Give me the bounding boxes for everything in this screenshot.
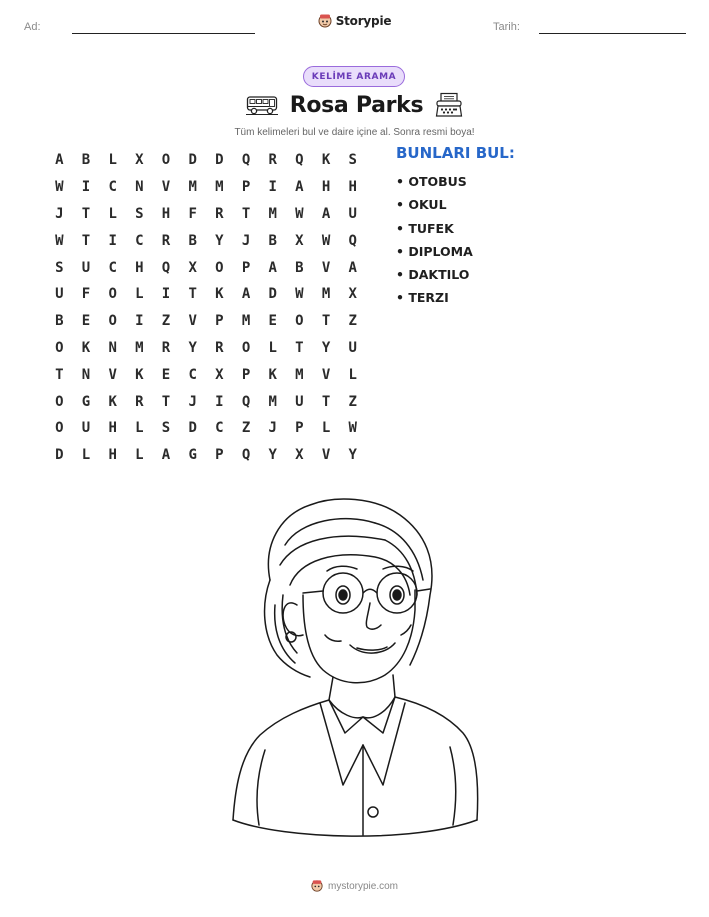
- grid-letter[interactable]: M: [295, 366, 304, 383]
- grid-letter[interactable]: O: [295, 313, 304, 330]
- grid-letter[interactable]: D: [188, 152, 197, 169]
- grid-row: [46, 388, 366, 415]
- grid-letter[interactable]: C: [135, 232, 144, 249]
- grid-letter[interactable]: M: [135, 339, 144, 356]
- grid-letter[interactable]: M: [241, 313, 251, 330]
- grid-letter[interactable]: A: [268, 259, 277, 276]
- grid-letter[interactable]: Y: [321, 339, 331, 356]
- grid-letter[interactable]: Z: [348, 393, 357, 410]
- grid-letter[interactable]: D: [215, 152, 224, 169]
- grid-letter[interactable]: C: [215, 420, 224, 437]
- grid-letter[interactable]: X: [348, 286, 357, 303]
- grid-letter[interactable]: N: [81, 366, 91, 383]
- grid-letter[interactable]: M: [188, 179, 197, 196]
- grid-letter[interactable]: B: [295, 259, 304, 276]
- grid-letter[interactable]: T: [81, 205, 91, 222]
- grid-letter[interactable]: U: [348, 205, 357, 222]
- grid-letter[interactable]: A: [295, 179, 304, 196]
- grid-letter[interactable]: T: [188, 286, 197, 303]
- grid-letter[interactable]: V: [161, 179, 171, 196]
- grid-letter[interactable]: L: [135, 286, 144, 303]
- grid-letter[interactable]: K: [268, 366, 277, 383]
- grid-letter[interactable]: R: [215, 339, 224, 356]
- grid-letter[interactable]: I: [268, 179, 277, 196]
- grid-letter[interactable]: I: [108, 232, 117, 249]
- grid-letter[interactable]: O: [241, 339, 251, 356]
- grid-letter[interactable]: A: [321, 205, 331, 222]
- word-list-item: • TUFEK: [396, 220, 454, 236]
- grid-letter[interactable]: J: [55, 205, 64, 222]
- grid-letter[interactable]: Q: [241, 152, 251, 169]
- grid-letter[interactable]: O: [55, 339, 64, 356]
- grid-letter[interactable]: L: [135, 420, 144, 437]
- storypie-mascot-icon: [311, 879, 323, 893]
- grid-letter[interactable]: E: [268, 313, 277, 330]
- grid-letter[interactable]: H: [108, 420, 117, 437]
- grid-letter[interactable]: V: [321, 259, 331, 276]
- grid-letter[interactable]: U: [295, 393, 304, 410]
- grid-letter[interactable]: O: [55, 420, 64, 437]
- grid-row: [46, 308, 366, 335]
- grid-letter[interactable]: A: [348, 259, 357, 276]
- grid-letter[interactable]: S: [161, 420, 171, 437]
- grid-letter[interactable]: T: [161, 393, 171, 410]
- grid-row: [46, 415, 366, 442]
- grid-letter[interactable]: W: [295, 205, 304, 222]
- grid-letter[interactable]: J: [188, 393, 197, 410]
- name-label: Ad:: [24, 21, 41, 33]
- grid-letter[interactable]: S: [348, 152, 357, 169]
- grid-letter[interactable]: Z: [161, 313, 171, 330]
- grid-letter[interactable]: W: [348, 420, 357, 437]
- grid-letter[interactable]: A: [241, 286, 251, 303]
- grid-row: [46, 442, 366, 469]
- grid-letter[interactable]: D: [188, 420, 197, 437]
- grid-letter[interactable]: L: [81, 447, 91, 464]
- grid-letter[interactable]: N: [135, 179, 144, 196]
- grid-letter[interactable]: Q: [241, 447, 251, 464]
- grid-letter[interactable]: V: [321, 447, 331, 464]
- word-search-grid: [46, 147, 366, 469]
- grid-letter[interactable]: W: [55, 179, 64, 196]
- grid-letter[interactable]: T: [321, 393, 331, 410]
- grid-letter[interactable]: E: [81, 313, 91, 330]
- grid-letter[interactable]: Q: [348, 232, 357, 249]
- grid-letter[interactable]: M: [268, 205, 277, 222]
- grid-letter[interactable]: L: [321, 420, 331, 437]
- grid-letter[interactable]: H: [135, 259, 144, 276]
- grid-letter[interactable]: I: [81, 179, 91, 196]
- word-list-item: • OKUL: [396, 197, 447, 213]
- grid-letter[interactable]: R: [268, 152, 277, 169]
- grid-letter[interactable]: X: [295, 447, 304, 464]
- grid-letter[interactable]: N: [108, 339, 117, 356]
- grid-letter[interactable]: B: [55, 313, 64, 330]
- title-row: [0, 92, 709, 118]
- grid-letter[interactable]: A: [55, 152, 64, 169]
- grid-letter[interactable]: X: [215, 366, 224, 383]
- grid-letter[interactable]: O: [55, 393, 64, 410]
- grid-row: [46, 281, 366, 308]
- grid-letter[interactable]: Y: [215, 232, 224, 249]
- grid-letter[interactable]: U: [81, 259, 91, 276]
- grid-letter[interactable]: H: [108, 447, 117, 464]
- word-list-item: • DAKTILO: [396, 267, 470, 283]
- grid-letter[interactable]: S: [55, 259, 64, 276]
- grid-letter[interactable]: F: [81, 286, 91, 303]
- grid-letter[interactable]: H: [348, 179, 357, 196]
- grid-letter[interactable]: E: [161, 366, 171, 383]
- grid-letter[interactable]: W: [295, 286, 304, 303]
- grid-letter[interactable]: B: [81, 152, 91, 169]
- grid-letter[interactable]: M: [215, 179, 224, 196]
- footer: [0, 879, 709, 893]
- footer-site: mystorypie.com: [327, 880, 398, 892]
- grid-letter[interactable]: S: [135, 205, 144, 222]
- grid-letter[interactable]: V: [188, 313, 197, 330]
- grid-letter[interactable]: V: [108, 366, 117, 383]
- grid-letter[interactable]: L: [348, 366, 357, 383]
- grid-letter[interactable]: K: [135, 366, 144, 383]
- grid-letter[interactable]: K: [81, 339, 91, 356]
- brand-name: Storypie: [335, 14, 392, 28]
- grid-letter[interactable]: O: [108, 313, 117, 330]
- grid-letter[interactable]: M: [268, 393, 277, 410]
- grid-letter[interactable]: U: [348, 339, 357, 356]
- grid-letter[interactable]: P: [215, 447, 224, 464]
- grid-row: [46, 254, 366, 281]
- grid-letter[interactable]: J: [268, 420, 277, 437]
- grid-letter[interactable]: R: [215, 205, 224, 222]
- grid-letter[interactable]: I: [161, 286, 171, 303]
- grid-row: [46, 227, 366, 254]
- grid-letter[interactable]: Q: [161, 259, 171, 276]
- grid-letter[interactable]: L: [135, 447, 144, 464]
- grid-letter[interactable]: X: [295, 232, 304, 249]
- rosa-parks-coloring-portrait: [225, 485, 481, 850]
- grid-letter[interactable]: T: [241, 205, 251, 222]
- instructions: Tüm kelimeleri bul ve daire içine al. Sonra resmi boya!: [234, 127, 475, 138]
- word-list-title: BUNLARI BUL:: [396, 144, 515, 162]
- grid-letter[interactable]: I: [215, 393, 224, 410]
- grid-letter[interactable]: Q: [241, 393, 251, 410]
- grid-letter[interactable]: Z: [348, 313, 357, 330]
- grid-letter[interactable]: D: [55, 447, 64, 464]
- grid-letter[interactable]: X: [188, 259, 197, 276]
- grid-letter[interactable]: T: [81, 232, 91, 249]
- grid-letter[interactable]: W: [55, 232, 64, 249]
- grid-letter[interactable]: Z: [241, 420, 251, 437]
- grid-row: [46, 335, 366, 362]
- typewriter-icon: [435, 92, 463, 118]
- grid-letter[interactable]: T: [55, 366, 64, 383]
- grid-letter[interactable]: C: [108, 259, 117, 276]
- grid-letter[interactable]: U: [55, 286, 64, 303]
- grid-row: [46, 201, 366, 228]
- word-list-item: • TERZI: [396, 290, 449, 306]
- grid-letter[interactable]: F: [188, 205, 197, 222]
- word-list-item: • DIPLOMA: [396, 243, 473, 259]
- grid-letter[interactable]: H: [321, 179, 331, 196]
- grid-letter[interactable]: G: [81, 393, 91, 410]
- date-label: Tarih:: [493, 21, 520, 33]
- word-list-item: • OTOBUS: [396, 174, 467, 189]
- grid-letter[interactable]: O: [161, 152, 171, 169]
- grid-letter[interactable]: A: [161, 447, 171, 464]
- grid-letter[interactable]: V: [321, 366, 331, 383]
- brand-logo: [0, 13, 709, 29]
- bus-icon: [246, 94, 278, 116]
- grid-letter[interactable]: G: [188, 447, 197, 464]
- grid-letter[interactable]: L: [108, 152, 117, 169]
- grid-letter[interactable]: Y: [268, 447, 277, 464]
- grid-letter[interactable]: L: [268, 339, 277, 356]
- grid-letter[interactable]: T: [321, 313, 331, 330]
- grid-letter[interactable]: B: [268, 232, 277, 249]
- grid-letter[interactable]: P: [295, 420, 304, 437]
- word-list: [396, 170, 473, 310]
- grid-letter[interactable]: U: [81, 420, 91, 437]
- grid-letter[interactable]: P: [241, 179, 251, 196]
- name-line: [72, 33, 255, 34]
- grid-letter[interactable]: C: [108, 179, 117, 196]
- storypie-mascot-icon: [318, 13, 332, 29]
- grid-letter[interactable]: R: [135, 393, 144, 410]
- grid-letter[interactable]: I: [135, 313, 144, 330]
- grid-letter[interactable]: T: [295, 339, 304, 356]
- page-title: Rosa Parks: [289, 92, 424, 118]
- grid-letter[interactable]: D: [268, 286, 277, 303]
- grid-letter[interactable]: W: [321, 232, 331, 249]
- grid-letter[interactable]: X: [135, 152, 144, 169]
- grid-letter[interactable]: B: [188, 232, 197, 249]
- grid-row: [46, 361, 366, 388]
- grid-letter[interactable]: Y: [348, 447, 357, 464]
- activity-badge: KELİME ARAMA: [303, 66, 405, 87]
- grid-letter[interactable]: O: [108, 286, 117, 303]
- grid-letter[interactable]: J: [241, 232, 251, 249]
- grid-letter[interactable]: P: [215, 313, 224, 330]
- grid-letter[interactable]: R: [161, 232, 171, 249]
- grid-letter[interactable]: L: [108, 205, 117, 222]
- grid-letter[interactable]: K: [321, 152, 331, 169]
- date-line: [539, 33, 686, 34]
- grid-row: [46, 174, 366, 201]
- grid-letter[interactable]: P: [241, 259, 251, 276]
- grid-letter[interactable]: Y: [188, 339, 197, 356]
- grid-letter[interactable]: O: [215, 259, 224, 276]
- grid-letter[interactable]: Q: [295, 152, 304, 169]
- grid-letter[interactable]: K: [108, 393, 117, 410]
- grid-letter[interactable]: K: [215, 286, 224, 303]
- grid-letter[interactable]: H: [161, 205, 171, 222]
- grid-letter[interactable]: C: [188, 366, 197, 383]
- grid-letter[interactable]: P: [241, 366, 251, 383]
- grid-row: [46, 147, 366, 174]
- grid-letter[interactable]: M: [321, 286, 331, 303]
- grid-letter[interactable]: R: [161, 339, 171, 356]
